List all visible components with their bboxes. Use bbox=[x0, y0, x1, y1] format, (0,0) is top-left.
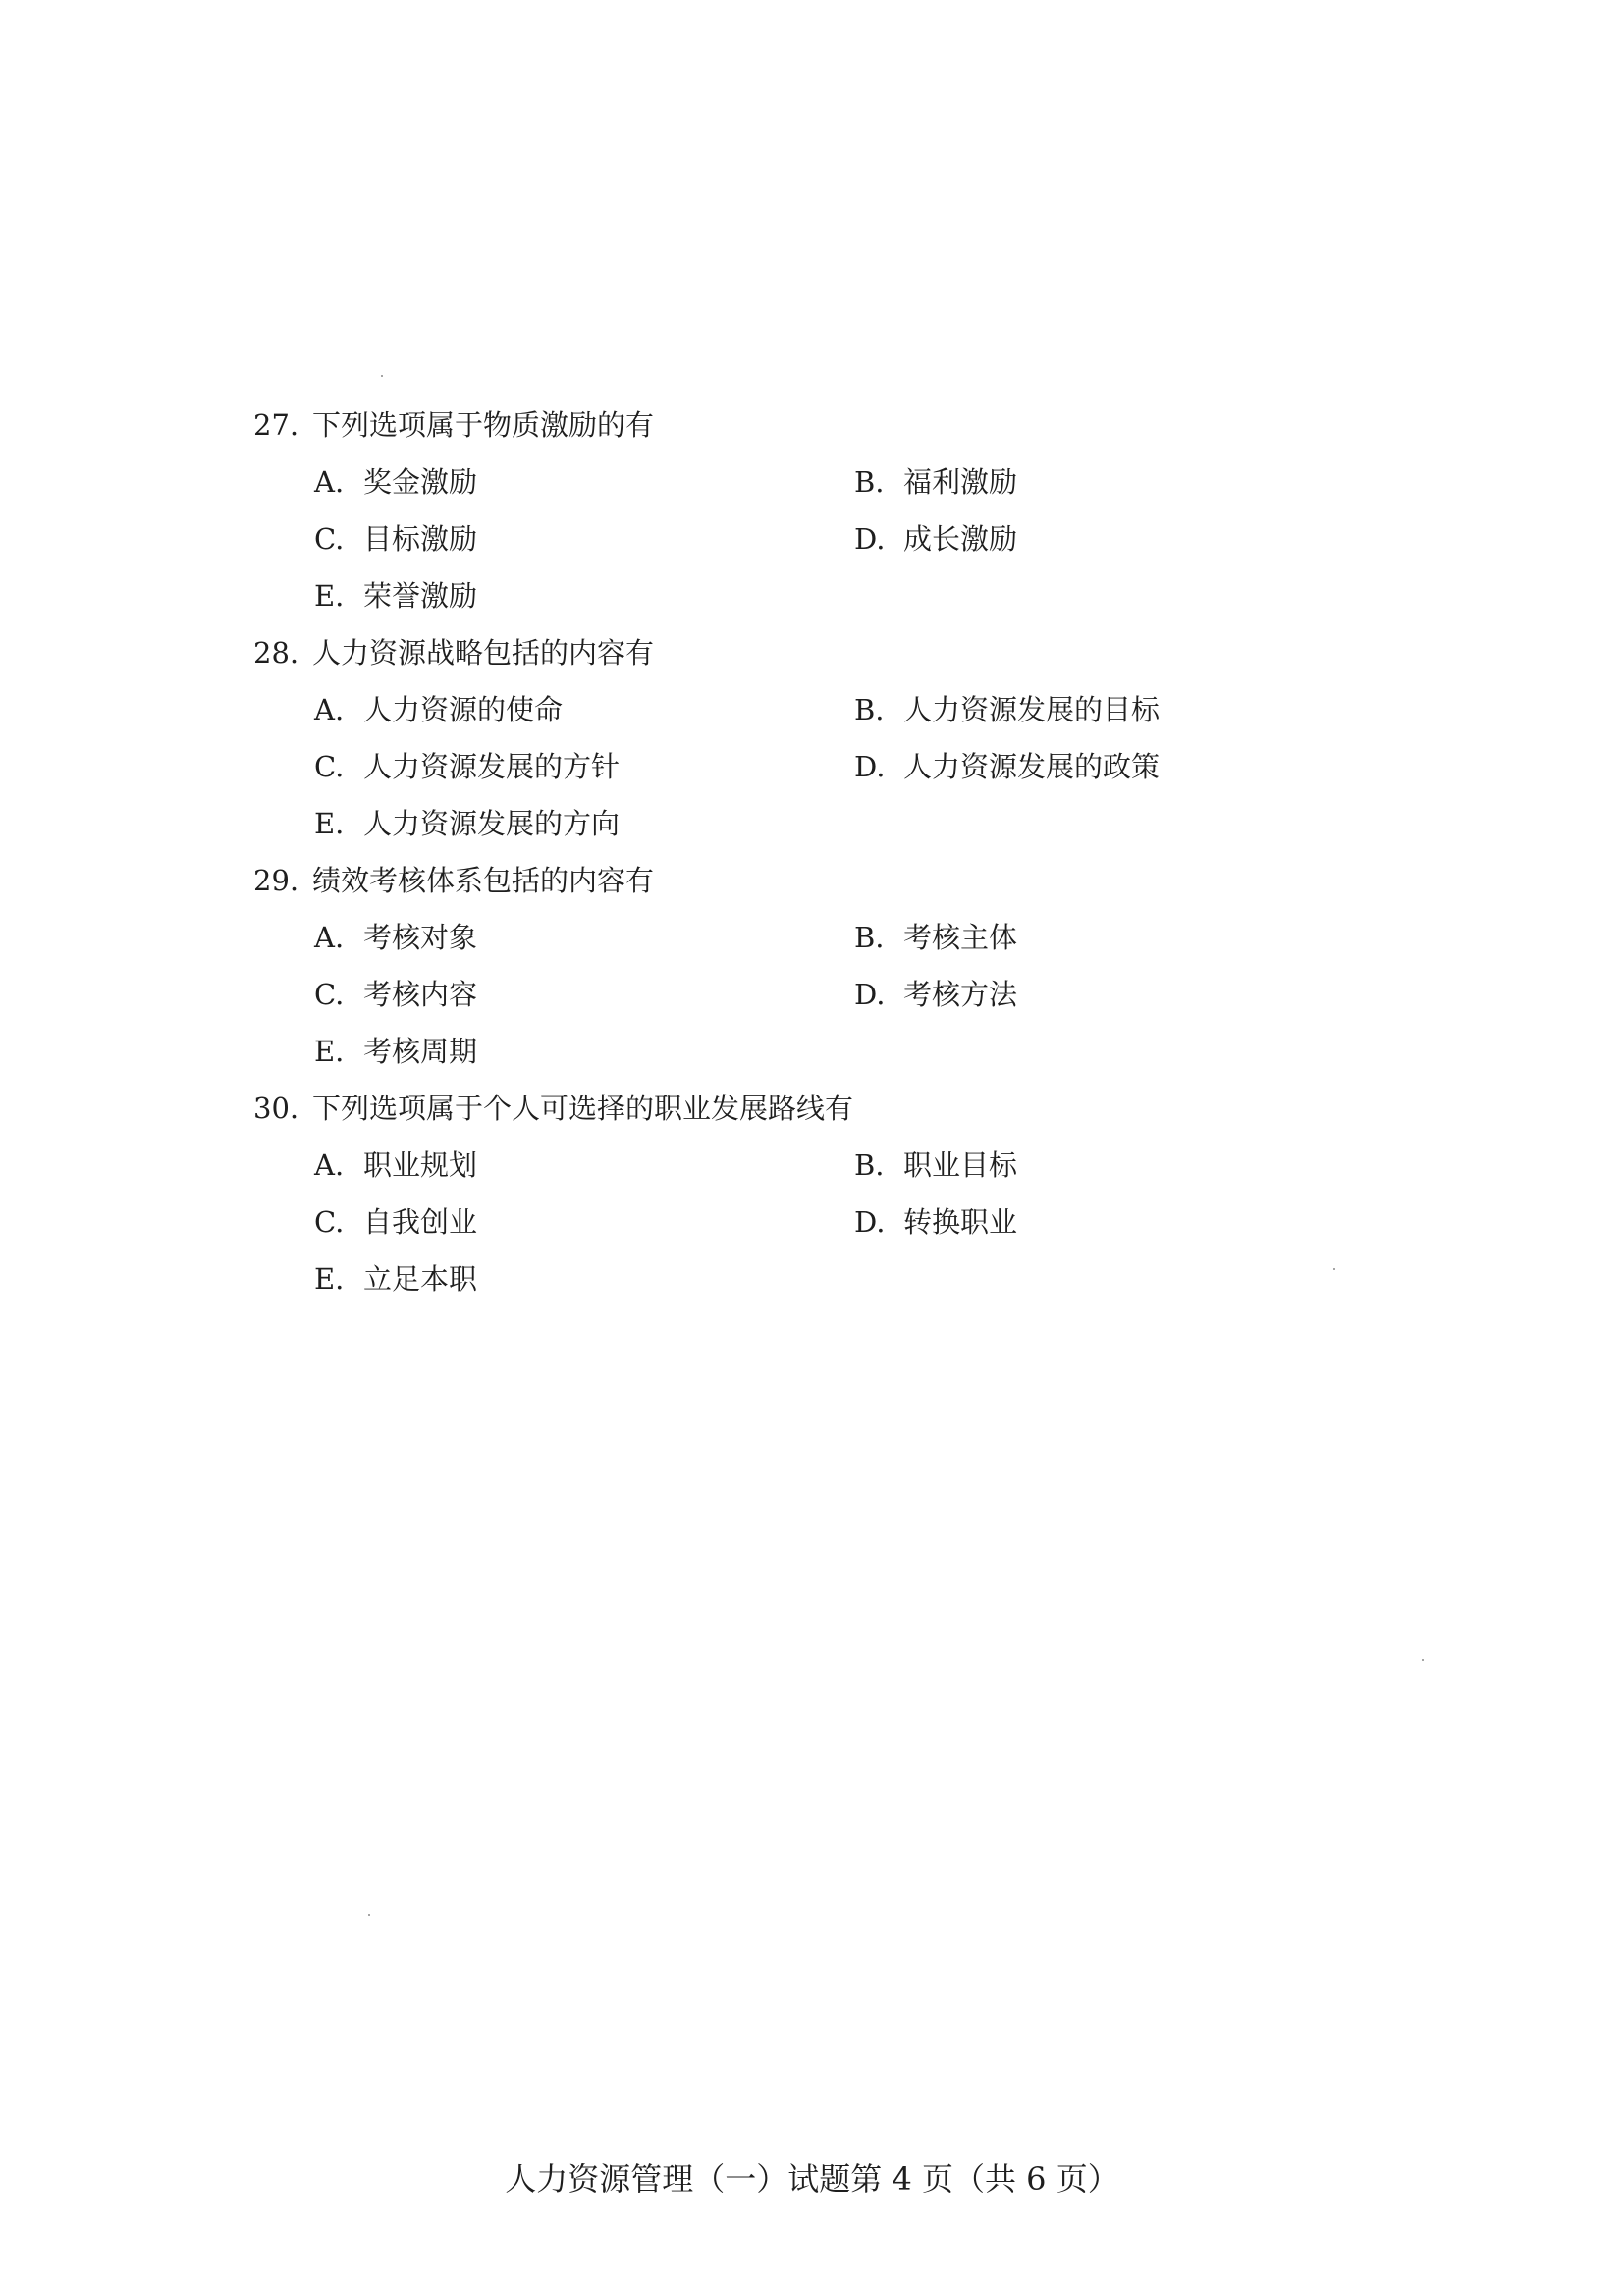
option-text: 人力资源的使命 bbox=[363, 693, 564, 726]
question-stem: 下列选项属于物质激励的有 bbox=[312, 408, 655, 442]
question-list bbox=[253, 397, 1333, 1308]
option-a bbox=[314, 1137, 477, 1194]
question-stem-row bbox=[253, 397, 1333, 454]
option-row bbox=[253, 1023, 1333, 1080]
option-a bbox=[314, 681, 563, 738]
option-key: D. bbox=[854, 522, 886, 556]
option-key: A. bbox=[314, 465, 345, 499]
option-text: 人力资源发展的政策 bbox=[903, 750, 1161, 783]
page-footer: 人力资源管理（一）试题第 4 页（共 6 页） bbox=[505, 2161, 1119, 2198]
option-b bbox=[854, 681, 1160, 738]
question-stem-row bbox=[253, 624, 1333, 681]
option-text: 立足本职 bbox=[363, 1262, 478, 1296]
option-key: A. bbox=[314, 1148, 345, 1182]
option-text: 人力资源发展的方向 bbox=[363, 807, 621, 840]
option-text: 福利激励 bbox=[903, 465, 1018, 499]
option-d bbox=[854, 1194, 1017, 1251]
option-key: B. bbox=[854, 465, 885, 499]
option-text: 转换职业 bbox=[903, 1205, 1018, 1239]
option-d bbox=[854, 510, 1017, 567]
option-row bbox=[253, 454, 1333, 510]
question-stem: 绩效考核体系包括的内容有 bbox=[312, 864, 655, 897]
question-28 bbox=[253, 624, 1333, 852]
option-key: D. bbox=[854, 978, 886, 1011]
option-c bbox=[314, 738, 620, 795]
question-27 bbox=[253, 397, 1333, 624]
question-29 bbox=[253, 852, 1333, 1080]
option-row bbox=[253, 1194, 1333, 1251]
question-stem-row bbox=[253, 1080, 1333, 1137]
option-b bbox=[854, 909, 1017, 966]
option-key: D. bbox=[854, 750, 886, 783]
scan-speck bbox=[1333, 1268, 1335, 1270]
option-b bbox=[854, 1137, 1017, 1194]
question-stem: 人力资源战略包括的内容有 bbox=[312, 636, 655, 669]
option-text: 奖金激励 bbox=[363, 465, 478, 499]
option-text: 目标激励 bbox=[363, 522, 478, 556]
question-stem-row bbox=[253, 852, 1333, 909]
scan-speck bbox=[368, 1914, 370, 1916]
option-key: E. bbox=[314, 807, 345, 840]
option-e bbox=[314, 567, 477, 624]
option-c bbox=[314, 510, 477, 567]
option-d bbox=[854, 966, 1017, 1023]
option-key: B. bbox=[854, 921, 885, 954]
option-key: E. bbox=[314, 1035, 345, 1068]
option-row bbox=[253, 795, 1333, 852]
option-row bbox=[253, 510, 1333, 567]
option-text: 成长激励 bbox=[903, 522, 1018, 556]
scan-speck bbox=[1422, 1659, 1424, 1661]
option-text: 职业规划 bbox=[363, 1148, 478, 1182]
option-row bbox=[253, 1137, 1333, 1194]
option-row bbox=[253, 909, 1333, 966]
option-e bbox=[314, 1251, 477, 1308]
option-key: A. bbox=[314, 921, 345, 954]
option-a bbox=[314, 454, 477, 510]
option-text: 考核内容 bbox=[363, 978, 478, 1011]
option-key: C. bbox=[314, 522, 345, 556]
option-text: 荣誉激励 bbox=[363, 579, 478, 613]
option-key: C. bbox=[314, 978, 345, 1011]
option-key: C. bbox=[314, 1205, 345, 1239]
option-b bbox=[854, 454, 1017, 510]
option-row bbox=[253, 567, 1333, 624]
option-text: 考核主体 bbox=[903, 921, 1018, 954]
option-row bbox=[253, 1251, 1333, 1308]
option-key: A. bbox=[314, 693, 345, 726]
scan-speck bbox=[381, 375, 383, 377]
question-stem: 下列选项属于个人可选择的职业发展路线有 bbox=[312, 1092, 854, 1125]
option-text: 考核方法 bbox=[903, 978, 1018, 1011]
option-e bbox=[314, 1023, 477, 1080]
question-number: 30. bbox=[253, 1092, 299, 1125]
option-text: 自我创业 bbox=[363, 1205, 478, 1239]
option-text: 职业目标 bbox=[903, 1148, 1018, 1182]
option-d bbox=[854, 738, 1160, 795]
question-number: 27. bbox=[253, 408, 299, 442]
option-key: E. bbox=[314, 579, 345, 613]
option-e bbox=[314, 795, 620, 852]
question-30 bbox=[253, 1080, 1333, 1308]
option-key: B. bbox=[854, 693, 885, 726]
option-row bbox=[253, 738, 1333, 795]
option-text: 考核对象 bbox=[363, 921, 478, 954]
option-text: 考核周期 bbox=[363, 1035, 478, 1068]
option-key: C. bbox=[314, 750, 345, 783]
option-row bbox=[253, 966, 1333, 1023]
option-a bbox=[314, 909, 477, 966]
option-key: E. bbox=[314, 1262, 345, 1296]
question-number: 29. bbox=[253, 864, 299, 897]
option-c bbox=[314, 966, 477, 1023]
option-key: B. bbox=[854, 1148, 885, 1182]
option-c bbox=[314, 1194, 477, 1251]
option-text: 人力资源发展的目标 bbox=[903, 693, 1161, 726]
option-key: D. bbox=[854, 1205, 886, 1239]
question-number: 28. bbox=[253, 636, 299, 669]
option-row bbox=[253, 681, 1333, 738]
option-text: 人力资源发展的方针 bbox=[363, 750, 621, 783]
